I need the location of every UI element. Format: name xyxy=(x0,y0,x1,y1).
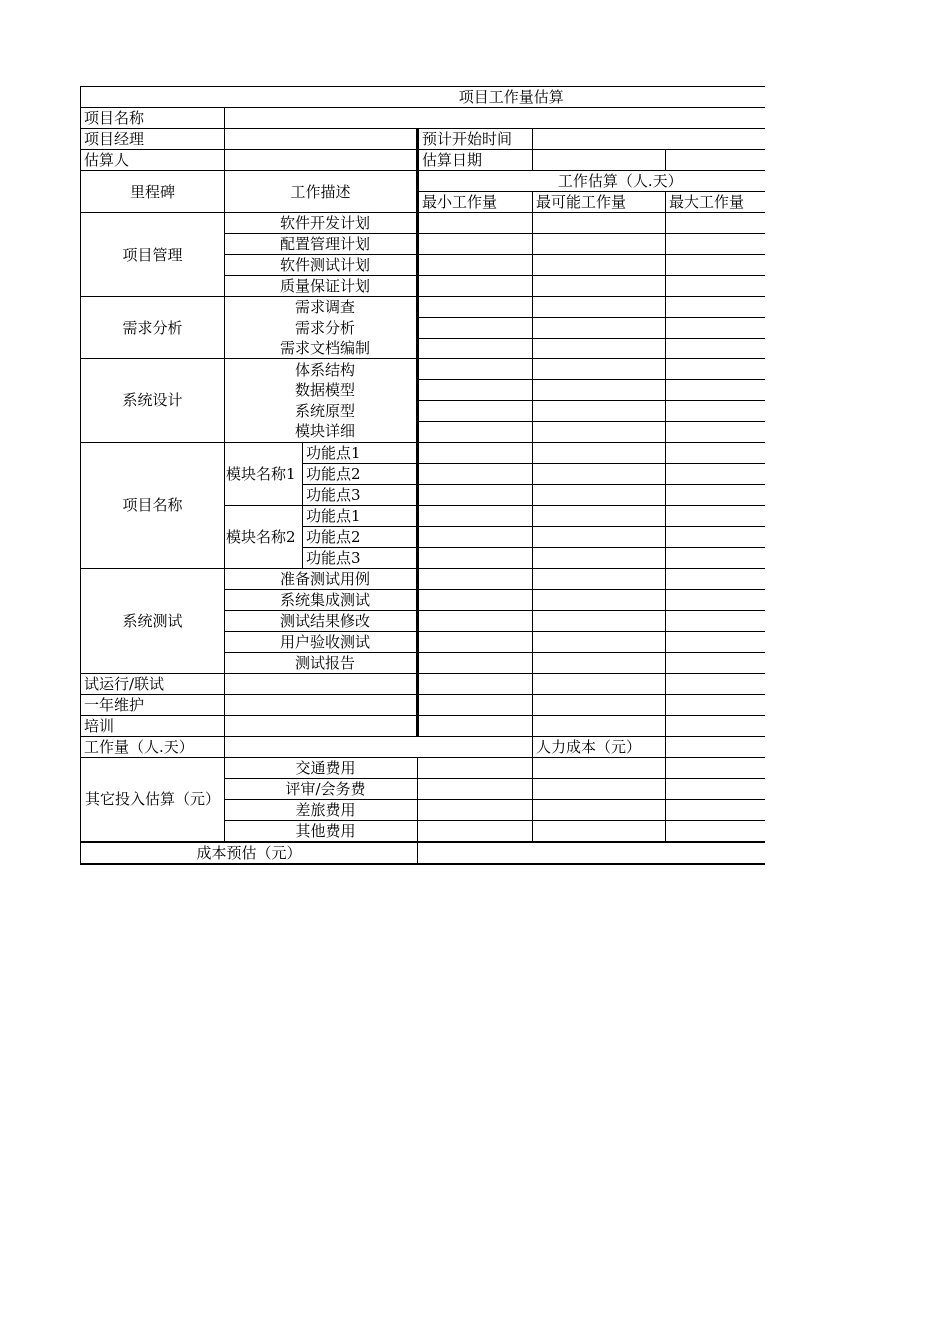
cost-max-cell[interactable] xyxy=(666,757,765,778)
function-point: 功能点3 xyxy=(303,484,418,505)
workload-label: 工作量（人.天） xyxy=(81,736,225,757)
function-point: 功能点2 xyxy=(303,463,418,484)
likely-cell[interactable] xyxy=(533,715,666,736)
cost-likely-cell[interactable] xyxy=(533,757,666,778)
min-cell[interactable] xyxy=(418,526,533,547)
likely-cell[interactable] xyxy=(533,421,666,442)
cost-likely-cell[interactable] xyxy=(533,820,666,842)
likely-cell[interactable] xyxy=(533,673,666,694)
max-cell[interactable] xyxy=(666,400,765,421)
max-cell[interactable] xyxy=(666,589,765,610)
max-cell[interactable] xyxy=(666,380,765,401)
function-point: 功能点1 xyxy=(303,442,418,463)
work-item: 用户验收测试 xyxy=(225,631,418,652)
max-header: 最大工作量 xyxy=(666,192,765,213)
likely-cell[interactable] xyxy=(533,589,666,610)
work-item: 软件开发计划 xyxy=(225,213,418,234)
training-label: 培训 xyxy=(81,715,225,736)
project-name-cell[interactable] xyxy=(225,108,765,129)
min-cell[interactable] xyxy=(418,359,533,380)
cost-estimate-value-cell[interactable] xyxy=(418,842,765,864)
likely-cell[interactable] xyxy=(533,276,666,297)
module-name-2: 模块名称2 xyxy=(225,505,303,568)
cost-max-cell[interactable] xyxy=(666,799,765,820)
cost-min-cell[interactable] xyxy=(418,799,533,820)
start-time-cell[interactable] xyxy=(533,129,765,150)
likely-cell[interactable] xyxy=(533,400,666,421)
likely-header: 最可能工作量 xyxy=(533,192,666,213)
max-cell[interactable] xyxy=(666,359,765,380)
max-cell[interactable] xyxy=(666,568,765,589)
work-item-empty[interactable] xyxy=(225,673,418,694)
estimate-date-cell[interactable] xyxy=(533,150,666,171)
cost-item: 评审/会务费 xyxy=(225,778,418,799)
likely-cell[interactable] xyxy=(533,526,666,547)
likely-cell[interactable] xyxy=(533,297,666,318)
min-cell[interactable] xyxy=(418,338,533,359)
project-manager-cell[interactable] xyxy=(225,129,418,150)
max-cell[interactable] xyxy=(666,213,765,234)
estimate-date-extra-cell[interactable] xyxy=(666,150,765,171)
work-item: 系统集成测试 xyxy=(225,589,418,610)
min-cell[interactable] xyxy=(418,568,533,589)
work-item: 软件测试计划 xyxy=(225,255,418,276)
max-cell[interactable] xyxy=(666,610,765,631)
min-cell[interactable] xyxy=(418,694,533,715)
work-item: 配置管理计划 xyxy=(225,234,418,255)
cost-likely-cell[interactable] xyxy=(533,799,666,820)
likely-cell[interactable] xyxy=(533,359,666,380)
max-cell[interactable] xyxy=(666,505,765,526)
estimator-cell[interactable] xyxy=(225,150,418,171)
max-cell[interactable] xyxy=(666,442,765,463)
max-cell[interactable] xyxy=(666,297,765,318)
max-cell[interactable] xyxy=(666,255,765,276)
milestone-requirements: 需求分析 xyxy=(81,297,225,359)
likely-cell[interactable] xyxy=(533,380,666,401)
work-item: 数据模型 xyxy=(225,380,418,401)
milestone-development: 项目名称 xyxy=(81,442,225,568)
min-cell[interactable] xyxy=(418,213,533,234)
max-cell[interactable] xyxy=(666,484,765,505)
max-cell[interactable] xyxy=(666,276,765,297)
cost-item: 交通费用 xyxy=(225,757,418,778)
max-cell[interactable] xyxy=(666,715,765,736)
max-cell[interactable] xyxy=(666,234,765,255)
function-point: 功能点2 xyxy=(303,526,418,547)
cost-max-cell[interactable] xyxy=(666,820,765,842)
min-cell[interactable] xyxy=(418,715,533,736)
max-cell[interactable] xyxy=(666,547,765,568)
work-item: 准备测试用例 xyxy=(225,568,418,589)
likely-cell[interactable] xyxy=(533,463,666,484)
work-item: 模块详细 xyxy=(225,421,418,442)
min-cell[interactable] xyxy=(418,610,533,631)
milestone-system-design: 系统设计 xyxy=(81,359,225,442)
work-item: 测试报告 xyxy=(225,652,418,673)
min-header: 最小工作量 xyxy=(418,192,533,213)
workload-estimate-sheet xyxy=(80,86,764,865)
likely-cell[interactable] xyxy=(533,547,666,568)
min-cell[interactable] xyxy=(418,505,533,526)
work-item: 质量保证计划 xyxy=(225,276,418,297)
labor-cost-label: 人力成本（元） xyxy=(533,736,666,757)
min-cell[interactable] xyxy=(418,421,533,442)
min-cell[interactable] xyxy=(418,631,533,652)
cost-min-cell[interactable] xyxy=(418,820,533,842)
min-cell[interactable] xyxy=(418,297,533,318)
max-cell[interactable] xyxy=(666,463,765,484)
work-item: 测试结果修改 xyxy=(225,610,418,631)
likely-cell[interactable] xyxy=(533,338,666,359)
likely-cell[interactable] xyxy=(533,505,666,526)
cost-max-cell[interactable] xyxy=(666,778,765,799)
function-point: 功能点3 xyxy=(303,547,418,568)
likely-cell[interactable] xyxy=(533,610,666,631)
min-cell[interactable] xyxy=(418,380,533,401)
min-cell[interactable] xyxy=(418,442,533,463)
max-cell[interactable] xyxy=(666,317,765,338)
work-item: 需求文档编制 xyxy=(225,338,418,359)
work-item-empty[interactable] xyxy=(225,694,418,715)
likely-cell[interactable] xyxy=(533,442,666,463)
estimate-table xyxy=(80,86,765,865)
min-cell[interactable] xyxy=(418,673,533,694)
trial-run-label: 试运行/联试 xyxy=(81,673,225,694)
likely-cell[interactable] xyxy=(533,652,666,673)
cost-likely-cell[interactable] xyxy=(533,778,666,799)
max-cell[interactable] xyxy=(666,421,765,442)
min-cell[interactable] xyxy=(418,652,533,673)
cost-item: 其他费用 xyxy=(225,820,418,842)
work-item-empty[interactable] xyxy=(225,715,418,736)
start-time-label: 预计开始时间 xyxy=(418,129,533,150)
min-cell[interactable] xyxy=(418,589,533,610)
other-costs-label xyxy=(81,757,225,842)
cost-min-cell[interactable] xyxy=(418,757,533,778)
min-cell[interactable] xyxy=(418,234,533,255)
labor-cost-value-cell[interactable] xyxy=(666,736,765,757)
min-cell[interactable] xyxy=(418,400,533,421)
min-cell[interactable] xyxy=(418,547,533,568)
max-cell[interactable] xyxy=(666,694,765,715)
max-cell[interactable] xyxy=(666,526,765,547)
estimate-date-label: 估算日期 xyxy=(418,150,533,171)
min-cell[interactable] xyxy=(418,255,533,276)
likely-cell[interactable] xyxy=(533,255,666,276)
maintenance-label: 一年维护 xyxy=(81,694,225,715)
milestone-header: 里程碑 xyxy=(81,171,225,213)
milestone-system-test: 系统测试 xyxy=(81,568,225,673)
max-cell[interactable] xyxy=(666,631,765,652)
cost-estimate-label: 成本预估（元） xyxy=(81,842,418,864)
estimate-group-header: 工作估算（人.天） xyxy=(418,171,765,192)
min-cell[interactable] xyxy=(418,276,533,297)
likely-cell[interactable] xyxy=(533,234,666,255)
cost-min-cell[interactable] xyxy=(418,778,533,799)
work-desc-header: 工作描述 xyxy=(225,171,418,213)
milestone-project-management: 项目管理 xyxy=(81,213,225,297)
other-costs-label-text: 其它投入估算（元） xyxy=(84,790,220,809)
likely-cell[interactable] xyxy=(533,213,666,234)
min-cell[interactable] xyxy=(418,317,533,338)
likely-cell[interactable] xyxy=(533,484,666,505)
cost-item: 差旅费用 xyxy=(225,799,418,820)
estimator-label: 估算人 xyxy=(81,150,225,171)
work-item: 需求分析 xyxy=(225,317,418,338)
function-point: 功能点1 xyxy=(303,505,418,526)
max-cell[interactable] xyxy=(666,673,765,694)
max-cell[interactable] xyxy=(666,338,765,359)
project-name-label: 项目名称 xyxy=(81,108,225,129)
work-item: 需求调查 xyxy=(225,297,418,318)
likely-cell[interactable] xyxy=(533,317,666,338)
project-manager-label: 项目经理 xyxy=(81,129,225,150)
module-name-1: 模块名称1 xyxy=(225,442,303,505)
sheet-title: 项目工作量估算 xyxy=(81,87,765,108)
likely-cell[interactable] xyxy=(533,568,666,589)
likely-cell[interactable] xyxy=(533,694,666,715)
max-cell[interactable] xyxy=(666,652,765,673)
work-item: 体系结构 xyxy=(225,359,418,380)
min-cell[interactable] xyxy=(418,463,533,484)
workload-value-cell[interactable] xyxy=(225,736,533,757)
likely-cell[interactable] xyxy=(533,631,666,652)
min-cell[interactable] xyxy=(418,484,533,505)
work-item: 系统原型 xyxy=(225,400,418,421)
